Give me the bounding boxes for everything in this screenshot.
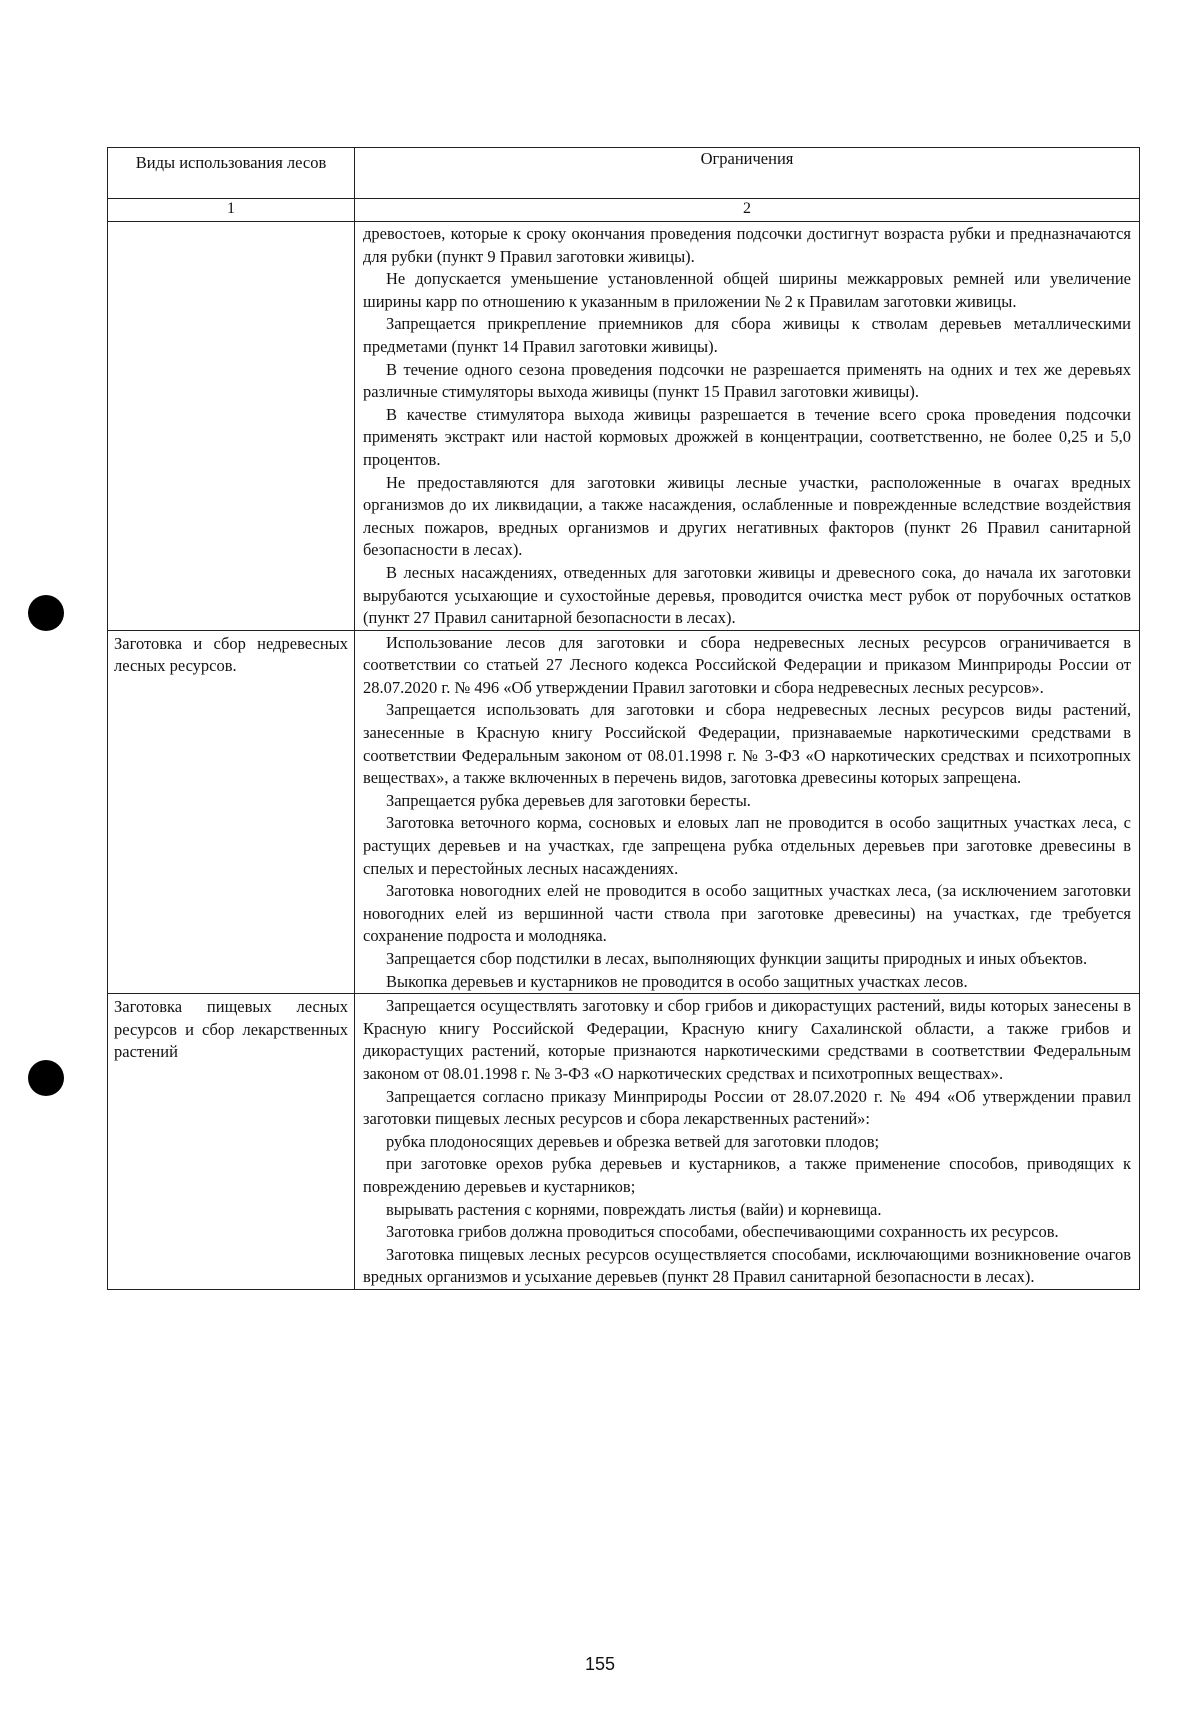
restriction-paragraph: рубка плодоносящих деревьев и обрезка ветвей для заготовки плодов;: [386, 1131, 880, 1151]
restriction-paragraph: Запрещается согласно приказу Минприроды России от 28.07.2020 г. № 494 «Об утверждении правил заготовки пищевых лесных ресурсов и сбора лекарственных растений»:: [363, 1086, 1131, 1129]
restrictions-cell: [355, 630, 1140, 994]
restriction-paragraph: Заготовка веточного корма, сосновых и еловых лап не проводится в особо защитных участках леса, с растущих деревьев и на участках, где запрещена рубка отдельных деревьев при заготовке древесины в спелых и перестойных лесных насаждениях.: [363, 813, 1131, 878]
restriction-paragraph: Не допускается уменьшение установленной общей ширины межкарровых ремней или увеличение ширины карр по отношению к указанным в приложении № 2 к Правилам заготовки живицы.: [363, 269, 1131, 311]
restriction-paragraph: В лесных насаждениях, отведенных для заготовки живицы и древесного сока, до начала их заготовки вырубаются усыхающие и сухостойные деревья, проводится очистка мест рубок от порубочных остатков (пункт 27 Правил санитарной безопасности в лесах).: [363, 562, 1131, 628]
column-number-1: 1: [108, 199, 355, 222]
page-number: 155: [584, 1654, 616, 1674]
restrictions-cell: [355, 222, 1140, 631]
restriction-paragraph: Запрещается сбор подстилки в лесах, выполняющих функции защиты природных и иных объектов.: [386, 949, 1088, 968]
restriction-paragraph: древостоев, которые к сроку окончания проведения подсочки достигнут возраста рубки и предназначаются для рубки (пункт 9 Правил заготовки живицы).: [363, 224, 1131, 266]
restriction-paragraph: Заготовка новогодних елей не проводится в особо защитных участках леса, (за исключением заготовки новогодних елей из вершинной части ствола при заготовке древесины) на участках, где требуется сохранение подроста и молодняка.: [363, 881, 1131, 946]
restriction-paragraph: вырывать растения с корнями, повреждать листья (вайи) и корневища.: [386, 1199, 882, 1219]
restriction-paragraph: Заготовка пищевых лесных ресурсов осуществляется способами, исключающими возникновение очагов вредных организмов и усыхание деревьев (пункт 28 Правил санитарной безопасности в лесах).: [363, 1244, 1131, 1287]
forest-use-cell: Заготовка пищевых лесных ресурсов и сбор лекарственных растений: [108, 994, 355, 1290]
column-number-row: [108, 199, 1140, 222]
restriction-paragraph: В течение одного сезона проведения подсочки не разрешается применять на одних и тех же деревьях различные стимуляторы выхода живицы (пункт 15 Правил заготовки живицы).: [363, 359, 1131, 402]
restrictions-table: [107, 147, 1140, 1290]
forest-use-cell: Заготовка и сбор недревесных лесных ресурсов.: [108, 630, 355, 994]
header-restrictions: Ограничения: [355, 148, 1140, 199]
binder-hole-mark: [28, 1060, 64, 1096]
table-row: [108, 994, 1140, 1290]
column-number-2: 2: [355, 199, 1140, 222]
restriction-paragraph: Не предоставляются для заготовки живицы лесные участки, расположенные в очагах вредных организмов до их ликвидации, а также насаждения, ослабленные и поврежденные вследствие воздействия лесных пожаров, вредных организмов и других негативных факторов (пункт 26 Правил санитарной безопасности в лесах).: [363, 472, 1131, 560]
restriction-paragraph: Заготовка грибов должна проводиться способами, обеспечивающими сохранность их ресурсов.: [386, 1222, 1059, 1242]
restriction-paragraph: Запрещается использовать для заготовки и сбора недревесных лесных ресурсов виды растений, занесенные в Красную книгу Российской Федерации, признаваемые наркотическими средствами в соответствии Федеральным законом от 08.01.1998 г. № 3-ФЗ «О наркотических средствах и психотропных веществах», а также включенных в перечень видов, заготовка древесины которых запрещена.: [363, 700, 1131, 788]
restriction-paragraph: Использование лесов для заготовки и сбора недревесных лесных ресурсов ограничивается в соответствии со статьей 27 Лесного кодекса Российской Федерации и приказом Минприроды России от 28.07.2020 г. № 496 «Об утверждении Правил заготовки и сбора недревесных лесных ресурсов».: [363, 632, 1131, 697]
restriction-paragraph: Запрещается рубка деревьев для заготовки бересты.: [386, 790, 751, 810]
table-header-row: [108, 148, 1140, 199]
binder-hole-mark: [28, 595, 64, 631]
table-row: [108, 630, 1140, 994]
header-forest-use-types: Виды использования лесов: [108, 148, 355, 199]
forest-use-cell: [108, 222, 355, 631]
restriction-paragraph: Запрещается осуществлять заготовку и сбор грибов и дикорастущих растений, виды которых занесены в Красную книгу Российской Федерации, Красную книгу Сахалинской области, а также грибов и дикорастущих растений, которые признаются наркотическими средствами в соответствии Федеральным законом от 08.01.1998 г. № 3-ФЗ «О наркотических средствах и психотропных веществах».: [363, 996, 1131, 1083]
restriction-paragraph: Запрещается прикрепление приемников для сбора живицы к стволам деревьев металлическими предметами (пункт 14 Правил заготовки живицы).: [363, 314, 1131, 356]
restriction-paragraph: В качестве стимулятора выхода живицы разрешается в течение всего срока проведения подсочки применять экстракт или настой кормовых дрожжей в концентрации, соответственно, не более 0,25 и 5,0 процентов.: [363, 404, 1131, 469]
table-row: [108, 222, 1140, 631]
restrictions-cell: [355, 994, 1140, 1290]
restriction-paragraph: при заготовке орехов рубка деревьев и кустарников, а также применение способов, приводящих к повреждению деревьев и кустарников;: [363, 1154, 1131, 1196]
restriction-paragraph: Выкопка деревьев и кустарников не проводится в особо защитных участках лесов.: [386, 971, 968, 991]
